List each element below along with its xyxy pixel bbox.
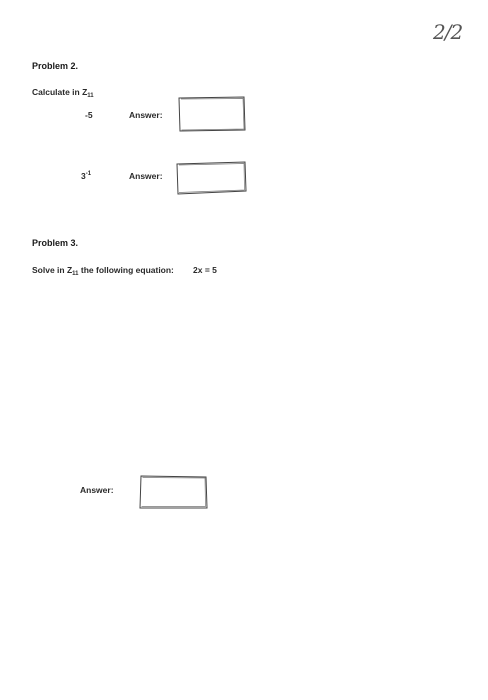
instruction-prefix: Calculate in (32, 87, 83, 97)
answer-box-problem-2a[interactable] (177, 95, 247, 133)
answer-box-problem-2b[interactable] (174, 160, 248, 196)
instruction-prefix: Solve in (32, 265, 67, 275)
problem-3-answer-label: Answer: (80, 485, 114, 495)
page-number: 2/2 (433, 20, 463, 44)
field-symbol: $Z_{11}$ (82, 87, 94, 99)
problem-2-expression-a: -5 (85, 110, 93, 120)
problem-2-answer-label-b: Answer: (129, 171, 163, 181)
problem-2-expression-b: $3^{-1}$ (81, 171, 92, 181)
instruction-suffix: the following equation: (78, 265, 174, 275)
problem-2-answer-label-a: Answer: (129, 110, 163, 120)
answer-box-problem-3[interactable] (138, 473, 210, 511)
problem-2-title: Problem 2. (32, 61, 79, 71)
problem-2-instruction (32, 87, 94, 99)
problem-3-title: Problem 3. (32, 238, 79, 248)
problem-3-instruction (32, 265, 174, 277)
problem-3-equation: 2x = 5 (193, 265, 217, 275)
field-symbol: $Z_{11}$ (66, 265, 79, 277)
